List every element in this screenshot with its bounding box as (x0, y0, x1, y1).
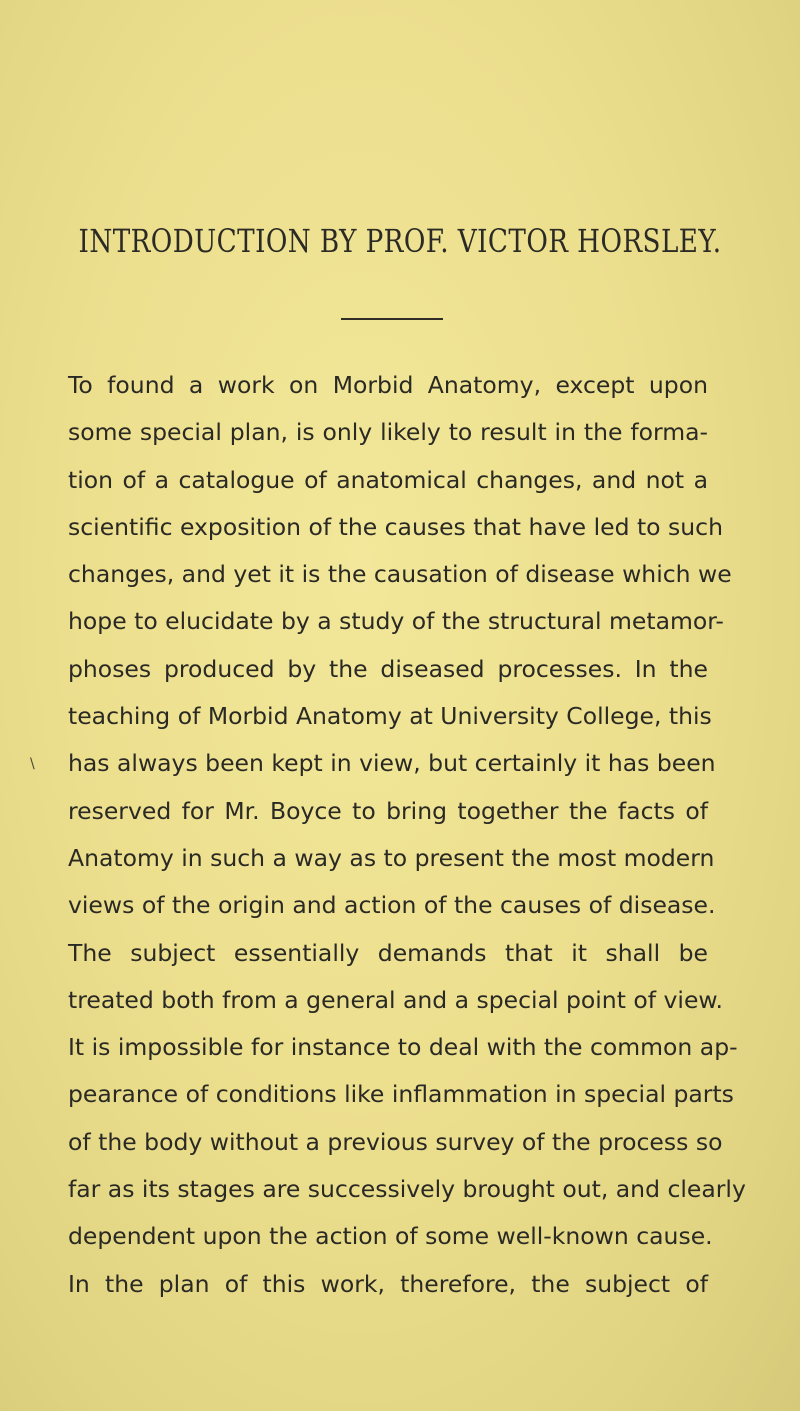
text-line: scientific exposition of the causes that have led to such (68, 512, 723, 541)
text-line: reserved for Mr. Boyce to bring together the facts of (68, 796, 708, 825)
page-title: INTRODUCTION BY PROF. VICTOR HORSLEY. (78, 222, 722, 260)
text-line: of the body without a previous survey of the process so (68, 1127, 723, 1156)
text-line: It is impossible for instance to deal with the common ap- (68, 1033, 738, 1062)
text-line: teaching of Morbid Anatomy at University College, this (68, 702, 712, 731)
body-text (68, 362, 746, 1308)
text-line: In the plan of this work, therefore, the subject of (68, 1269, 708, 1298)
text-line: hope to elucidate by a study of the structural metamor- (68, 607, 724, 636)
text-line: phoses produced by the diseased processes. In the (68, 654, 708, 683)
text-line: treated both from a general and a special point of view. (68, 985, 723, 1014)
text-line: To found a work on Morbid Anatomy, except upon (68, 371, 708, 399)
text-line: Anatomy in such a way as to present the most modern (68, 843, 715, 872)
margin-mark: \ (30, 756, 35, 772)
text-line: views of the origin and action of the causes of disease. (68, 891, 716, 920)
title-rule-divider (341, 318, 443, 320)
text-line: dependent upon the action of some well-known cause. (68, 1222, 713, 1251)
text-line: pearance of conditions like inflammation in special parts (68, 1080, 734, 1109)
text-line: has always been kept in view, but certainly it has been (68, 749, 716, 778)
text-line: changes, and yet it is the causation of disease which we (68, 560, 732, 589)
text-line: some special plan, is only likely to result in the forma- (68, 418, 708, 447)
text-line: The subject essentially demands that it shall be (68, 938, 708, 967)
text-line: tion of a catalogue of anatomical changes, and not a (68, 465, 708, 494)
text-line: far as its stages are successively brought out, and clearly (68, 1175, 746, 1204)
